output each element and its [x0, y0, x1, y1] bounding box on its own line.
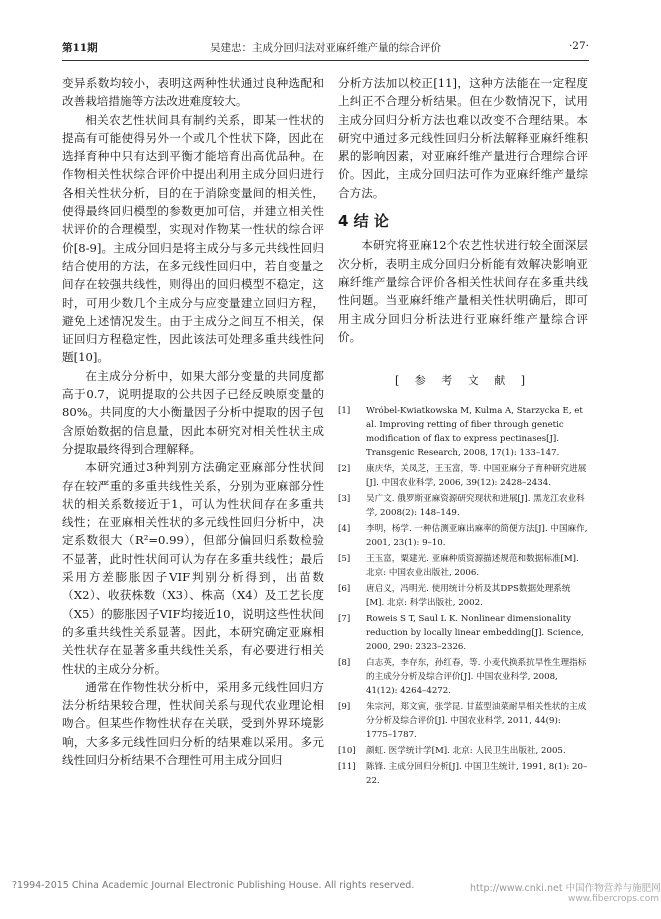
reference-item	[338, 462, 588, 490]
reference-text: 颜虹. 医学统计学[M]. 北京: 人民卫生出版社, 2005.	[366, 746, 566, 757]
header-rule	[62, 60, 589, 61]
reference-number: [5]	[338, 554, 351, 565]
reference-item	[338, 700, 588, 742]
left-paragraph: 变异系数均较小，表明这两种性状通过良种选配和改善栽培措施等方法改进难度较大。	[62, 76, 324, 109]
section-heading-conclusion: 4 结 论	[338, 212, 389, 231]
cnki-link[interactable]: http://www.cnki.net	[470, 883, 563, 894]
reference-item	[338, 656, 588, 698]
reference-item	[338, 404, 588, 460]
page-number: ·27·	[568, 40, 589, 52]
running-header	[62, 40, 589, 56]
copyright-notice: ?1994-2015 China Academic Journal Electronic Publishing House. All rights reserved.	[12, 880, 415, 891]
reference-item	[338, 612, 588, 654]
reference-item	[338, 522, 588, 550]
left-paragraph: 本研究通过3种判别方法确定亚麻部分性状间存在较严重的多重共线性关系，分别为亚麻部分性状的相关系数接近于1，可认为性状间存在多重共线性；在亚麻相关性状的多元线性回归分析中，决定系数很大（R²=0.99），但部分偏回归系数检验不显著，此时性状间可认为存在多重共线性；最后采用方差膨胀因子VIF判别分析得到，出苗数（X2）、收获株数（X3）、株高（X4）及工艺长度（X5）的膨胀因子VIF均接近10，说明这些性状间的多重共线性关系显著。因此，本研究确定亚麻相关性状存在显著多重共线性关系，有必要进行相关性状的主成分分析。	[62, 460, 324, 676]
reference-text: 唐启义，冯明光. 使用统计分析及其DPS数据处理系统[M]. 北京: 科学出版社, 2002.	[366, 584, 571, 609]
watermark-url: www.fibercrops.com	[568, 894, 659, 904]
conclusion-paragraph: 本研究将亚麻12个农艺性状进行较全面深层次分析，表明主成分回归分析能有效解决影响亚麻纤维产量综合评价各相关性状间存在多重共线性问题。当亚麻纤维产量相关性状明确后，即可用主成分回归分析法进行亚麻纤维产量综合评价。	[338, 238, 588, 344]
reference-text: 朱宗河，郑文寅，张学昆. 甘蓝型油菜耐旱相关性状的主成分分析及综合评价[J]. 中国农业科学, 2011, 44(9): 1775–1787.	[366, 702, 587, 741]
left-paragraph: 相关农艺性状间具有制约关系，即某一性状的提高有可能使得另外一个或几个性状下降，因此在选择育种中只有达到平衡才能培育出高优品种。在作物相关性状综合评价中提出利用主成分回归进行各相关性状分析，目的在于消除变量间的相关性，使得最终回归模型的参数更加可信，并建立相关性状评价的合理模型，实现对作物某一性状的综合评价[8-9]。主成分回归是将主成分与多元共线性回归结合使用的方法，在多元线性回归中，若自变量之间存在较强共线性，则得出的回归模型不稳定，这时，可用少数几个主成分与应变量建立回归方程，避免上述情况发生。由于主成分之间互不相关，保证回归方程稳定性，因此该法可处理多重共线性问题[10]。	[62, 112, 324, 365]
reference-number: [10]	[338, 746, 356, 757]
header-title: 吴建忠：主成分回归法对亚麻纤维产量的综合评价	[210, 42, 441, 54]
right-column	[338, 74, 588, 790]
reference-item	[338, 492, 588, 520]
reference-text: Wróbel-Kwiatkowska M, Kulma A, Starzycka E, et al. Improving retting of fiber through genetic modification of flax to express pectinases[J]. Transgenic Research, 2008, 17(1): 133–147.	[366, 406, 583, 459]
right-paragraph: 分析方法加以校正[11]，这种方法能在一定程度上纠正不合理分析结果。但在少数情况下，试用主成分回归分析方法也难以改变不合理结果。本研究中通过多元线性回归分析法解释亚麻纤维积累的影响因素，对亚麻纤维产量进行合理综合评价。因此，主成分回归法可作为亚麻纤维产量综合方法。	[338, 76, 588, 200]
reference-text: Roweis S T, Saul L K. Nonlinear dimensionality reduction by locally linear embedding[J]. Science, 2000, 290: 2323–2326.	[366, 614, 584, 653]
references-heading: [ 参 考 文 献 ]	[394, 374, 532, 388]
reference-number: [8]	[338, 658, 351, 669]
reference-text: 李明，杨学. 一种估测亚麻出麻率的简便方法[J]. 中国麻作, 2001, 23(1): 9–10.	[366, 524, 588, 549]
reference-text: 白志英，李存东，孙红春，等. 小麦代换系抗旱性生理指标的主成分分析及综合评价[J]. 中国农业科学, 2008, 41(12): 4264–4272.	[366, 658, 587, 697]
reference-number: [1]	[338, 406, 351, 417]
reference-item	[338, 760, 588, 788]
left-column	[62, 74, 324, 769]
reference-number: [2]	[338, 464, 351, 475]
watermark-cn: 中国作物营养与施肥网	[565, 883, 661, 894]
reference-number: [7]	[338, 614, 351, 625]
reference-number: [11]	[338, 762, 356, 773]
reference-number: [6]	[338, 584, 351, 595]
issue-label: 第11期	[62, 42, 98, 54]
reference-item	[338, 582, 588, 610]
reference-number: [9]	[338, 702, 351, 713]
reference-text: 陈锋. 主成分回归分析[J]. 中国卫生统计, 1991, 8(1): 20–22.	[366, 762, 588, 787]
left-paragraph: 通常在作物性状分析中，采用多元线性回归方法分析结果较合理，性状间关系与现代农业理论相吻合。但某些作物性状存在关联，受到外界环境影响，大多多元线性回归分析的结果难以采用。多元线性回归分析结果不合理性可用主成分回归	[62, 679, 324, 767]
reference-number: [3]	[338, 494, 351, 505]
reference-item	[338, 552, 588, 580]
reference-item	[338, 744, 588, 758]
reference-text: 王玉富，粟建光. 亚麻种质资源描述规范和数据标准[M]. 北京: 中国农业出版社, 2006.	[366, 554, 579, 579]
reference-number: [4]	[338, 524, 351, 535]
footer-site	[470, 880, 661, 894]
reference-list	[338, 404, 588, 788]
reference-text: 吴广文. 俄罗斯亚麻资源研究现状和进展[J]. 黑龙江农业科学, 2008(2): 148–149.	[366, 494, 585, 519]
reference-text: 康庆华，关凤芝，王玉富，等. 中国亚麻分子育种研究进展[J]. 中国农业科学, 2006, 39(12): 2428–2434.	[366, 464, 587, 489]
left-paragraph: 在主成分分析中，如果大部分变量的共同度都高于0.7，说明提取的公共因子已经反映原变量的80%。共同度的大小衡量因子分析中提取的因子包含原始数据的信息量，因此本研究对相关性状主成分提取最终得到合理解释。	[62, 368, 324, 456]
